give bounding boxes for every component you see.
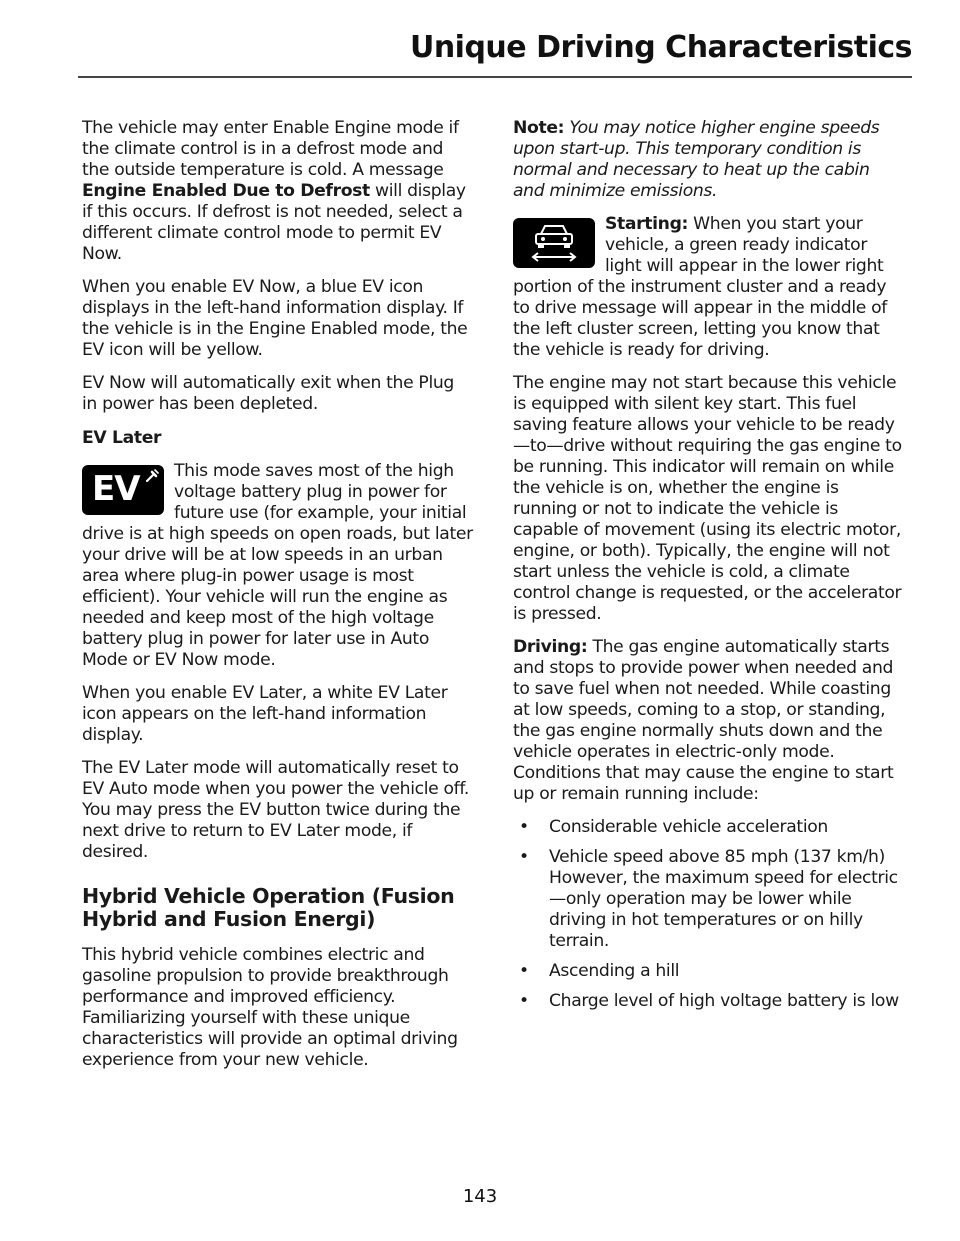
title-rule bbox=[78, 76, 912, 78]
defrost-text: The vehicle may enter Enable Engine mode if the climate control is in a defrost mode and the outside temperature is cold. A message bbox=[82, 118, 459, 180]
list-item-text: Charge level of high voltage battery is low bbox=[549, 991, 899, 1011]
bullet-icon: • bbox=[519, 961, 529, 981]
driving-text: The gas engine automatically starts and stops to provide power when needed and to save fuel when not needed. While coasting at low speeds, coming to a stop, or standing, the gas engine normally shuts down and the vehicle operates in electric-only mode. Conditions that may cause the engine to start up or remain running include: bbox=[513, 637, 894, 804]
list-item bbox=[513, 847, 905, 952]
note-label: Note: bbox=[513, 118, 565, 138]
list-item bbox=[513, 817, 905, 838]
car-arrows-icon bbox=[519, 218, 589, 268]
ev-icon-text: EV bbox=[92, 469, 140, 509]
right-column bbox=[513, 118, 905, 1024]
paragraph-ev-later-mode: This mode saves most of the high voltage battery plug in power for future use (for example, your initial drive is at high speeds on open roads, but later your drive will be at low speeds in an urban area where plug-in power usage is most efficient). Your vehicle will run the engine as needed and keep most of the high voltage battery plug in power for later use in Auto Mode or EV Now mode. bbox=[82, 461, 473, 670]
note-paragraph bbox=[513, 118, 905, 202]
paragraph-ev-later-icon: When you enable EV Later, a white EV Later icon appears on the left-hand information display. bbox=[82, 683, 448, 745]
paragraph-hybrid-intro: This hybrid vehicle combines electric and gasoline propulsion to provide breakthrough performance and improved efficiency. Familiarizing yourself with these unique characteristics will provide an optimal driving experience from your new vehicle. bbox=[82, 945, 458, 1070]
bullet-icon: • bbox=[519, 991, 529, 1011]
ready-indicator-icon bbox=[513, 218, 595, 268]
left-column bbox=[82, 118, 474, 1083]
list-item-text: Considerable vehicle acceleration bbox=[549, 817, 828, 837]
paragraph-silent-start: The engine may not start because this vehicle is equipped with silent key start. This fuel saving feature allows your vehicle to be ready—to—drive without requiring the gas engine to be running. This indicator will remain on while the vehicle is on, whether the engine is running or not to indicate the vehicle is capable of movement (using its electric motor, engine, or both). Typically, the engine will not start unless the vehicle is cold, a climate control change is requested, or the accelerator is pressed. bbox=[513, 373, 902, 624]
ev-later-icon bbox=[82, 465, 164, 515]
paragraph-ev-now-exit: EV Now will automatically exit when the Plug in power has been depleted. bbox=[82, 373, 454, 414]
defrost-message: Engine Enabled Due to Defrost bbox=[82, 181, 370, 201]
page-title: Unique Driving Characteristics bbox=[409, 30, 912, 65]
starting-text: When you start your vehicle, a green ready indicator light will appear in the lower right portion of the instrument cluster and a ready to drive message will appear in the middle of the left cluster screen, letting you know that the vehicle is ready for driving. bbox=[513, 214, 887, 360]
engine-start-conditions-list bbox=[513, 817, 905, 1012]
note-text: You may notice higher engine speeds upon start-up. This temporary condition is normal and necessary to heat up the cabin and minimize emissions. bbox=[513, 118, 880, 201]
driving-paragraph bbox=[513, 637, 905, 805]
plug-icon bbox=[144, 468, 160, 484]
bullet-icon: • bbox=[519, 817, 529, 837]
paragraph-ev-later-reset: The EV Later mode will automatically reset to EV Auto mode when you power the vehicle off. You may press the EV button twice during the next drive to return to EV Later mode, if desired. bbox=[82, 758, 469, 862]
page-number: 143 bbox=[462, 1186, 498, 1207]
bullet-icon: • bbox=[519, 847, 529, 867]
paragraph-ev-now-icon: When you enable EV Now, a blue EV icon displays in the left-hand information display. If the vehicle is in the Engine Enabled mode, the EV icon will be yellow. bbox=[82, 277, 468, 360]
list-item bbox=[513, 991, 905, 1012]
section-heading-hybrid: Hybrid Vehicle Operation (Fusion Hybrid and Fusion Energi) bbox=[82, 884, 455, 931]
list-item bbox=[513, 961, 905, 982]
list-item-text: Vehicle speed above 85 mph (137 km/h) However, the maximum speed for electric—only operation may be lower while driving in hot temperatures or on hilly terrain. bbox=[549, 847, 898, 951]
starting-label: Starting: bbox=[605, 214, 689, 234]
ev-later-heading: EV Later bbox=[82, 428, 162, 448]
list-item-text: Ascending a hill bbox=[549, 961, 680, 981]
driving-label: Driving: bbox=[513, 637, 588, 657]
paragraph-defrost bbox=[82, 118, 474, 265]
defrost-text-end: will display if this occurs. If defrost is not needed, select a different climate control mode to permit EV Now. bbox=[82, 181, 466, 264]
